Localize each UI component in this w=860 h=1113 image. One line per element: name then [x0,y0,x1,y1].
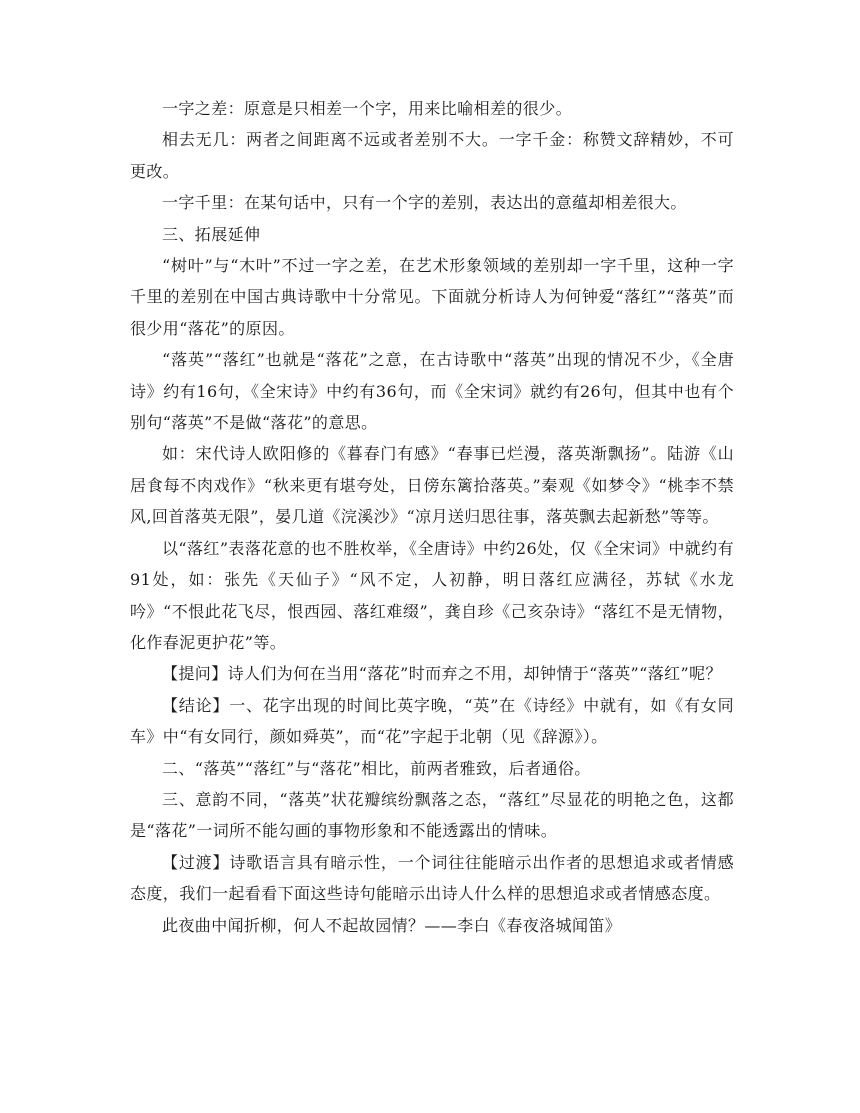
paragraph-yizizhicha: 一字之差：原意是只相差一个字，用来比喻相差的很少。 [162,99,573,118]
paragraph-transition: 【过渡】诗歌语言具有暗示性，一个词往往能暗示出作者的思想追求或者情感态度，我们一起看看下面这些诗句能暗示出诗人什么样的思想追求或者情感态度。 [130,852,734,904]
paragraph-conclusion-2: 二、“落英”“落红”与“落花”相比，前两者雅致，后者通俗。 [162,758,591,778]
paragraph-question: 【提问】诗人们为何在当用“落花”时而弃之不用，却钟情于“落英”“落红”呢？ [162,664,722,684]
paragraph-luohong-examples: 以“落红”表落花意的也不胜枚举，《全唐诗》中约26处，仅《全宋词》中就约有91处，如：张先《天仙子》“风不定，人初静，明日落红应满径，苏轼《水龙吟》“不恨此花飞尽，恨西园、落红难缀”，龚自珍《己亥杂诗》“落红不是无情物，化作春泥更护花”等。 [130,538,734,652]
paragraph-shuye-muye: “树叶”与“木叶”不过一字之差，在艺术形象领域的差别却一字千里，这种一字千里的差别在中国古典诗歌中十分常见。下面就分析诗人为何钟爱“落红”“落英”而很少用“落花”的原因。 [130,256,734,338]
paragraph-conclusion-3: 三、意韵不同，“落英”状花瓣缤纷飘落之态，“落红”尽显花的明艳之色，这都是“落花”一词所不能勾画的事物形象和不能透露出的情味。 [130,789,734,841]
paragraph-xiangquwuji: 相去无几：两者之间距离不远或者差别不大。一字千金：称赞文辞精妙，不可更改。 [130,130,734,181]
paragraph-yiziqianli: 一字千里：在某句话中，只有一个字的差别，表达出的意蕴却相差很大。 [162,193,687,213]
section-heading-extension: 三、拓展延伸 [162,224,261,244]
paragraph-poem-quote: 此夜曲中闻折柳，何人不起故园情？——李白《春夜洛城闻笛》 [162,915,622,935]
paragraph-conclusion-1: 【结论】一、花字出现的时间比英字晚，“英”在《诗经》中就有，如《有女同车》中“有女同行，颜如舜英”，而“花”字起于北朝（见《辞源》）。 [130,695,734,747]
paragraph-luoying-luohong: “落英”“落红”也就是“落花”之意，在古诗歌中“落英”出现的情况不少，《全唐诗》约有16句，《全宋诗》中约有36句，而《全宋词》就约有26句，但其中也有个别句“落英”不是做“落花”的意思。 [130,350,734,433]
paragraph-luoying-examples: 如：宋代诗人欧阳修的《暮春门有感》“春事已烂漫，落英渐飘扬”。陆游《山居食每不肉戏作》“秋来更有堪夸处，日傍东篱拾落英。”秦观《如梦令》“桃李不禁风,回首落英无限”，晏几道《浣溪沙》“凉月送归思往事，落英飘去起新愁”等等。 [130,444,734,527]
document-body [130,93,734,941]
